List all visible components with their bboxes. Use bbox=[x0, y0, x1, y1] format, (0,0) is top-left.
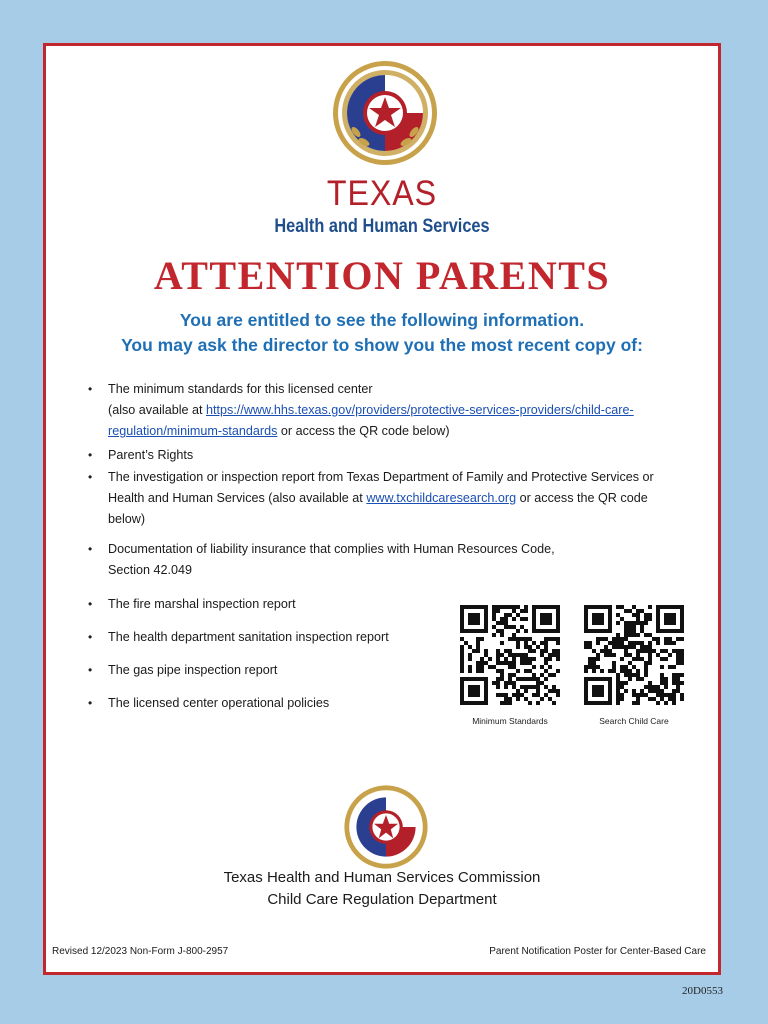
list-item-text: The investigation or inspection report from Texas Department of Family and Protective Services or bbox=[108, 470, 654, 484]
bullet-icon: • bbox=[88, 470, 93, 484]
list-item-text: regulation/minimum-standards or access the QR code below) bbox=[108, 424, 450, 438]
brand-hhs: Health and Human Services bbox=[274, 216, 490, 237]
texas-hhs-seal-logo-small bbox=[342, 783, 430, 871]
bullet-icon: • bbox=[88, 663, 93, 677]
qr-label-minimum-standards: Minimum Standards bbox=[472, 716, 548, 726]
texas-hhs-seal-logo bbox=[330, 58, 440, 168]
list-item-text: Health and Human Services (also available at www.txchildcaresearch.org or access the QR code bbox=[108, 491, 648, 505]
list-item: The gas pipe inspection report bbox=[108, 663, 278, 677]
revision-note: Revised 12/2023 Non-Form J-800-2957 bbox=[52, 946, 229, 957]
list-item-text: below) bbox=[108, 512, 146, 526]
bullet-icon: • bbox=[88, 448, 93, 462]
list-item bbox=[108, 539, 555, 581]
notice-poster bbox=[43, 43, 721, 975]
list-item-text: (also available at https://www.hhs.texas.gov/providers/protective-services-providers/child-care- bbox=[108, 403, 634, 417]
minimum-standards-qr-code[interactable] bbox=[456, 605, 564, 705]
bullet-icon: • bbox=[88, 542, 93, 556]
list-item-text: The minimum standards for this licensed center bbox=[108, 382, 373, 396]
org-name: Texas Health and Human Services Commission bbox=[223, 869, 541, 886]
minimum-standards-link[interactable]: https://www.hhs.texas.gov/providers/protective-services-providers/child-care- bbox=[206, 403, 634, 417]
search-child-care-qr-code[interactable] bbox=[580, 605, 688, 705]
subtitle-line-2: You may ask the director to show you the most recent copy of: bbox=[121, 335, 643, 355]
poster-type-note: Parent Notification Poster for Center-Based Care bbox=[489, 946, 706, 957]
list-item: The licensed center operational policies bbox=[108, 696, 330, 710]
bullet-icon: • bbox=[88, 696, 93, 710]
list-item: Parent’s Rights bbox=[108, 448, 194, 462]
txchildcaresearch-link[interactable]: www.txchildcaresearch.org bbox=[366, 491, 517, 505]
qr-label-search-child-care: Search Child Care bbox=[599, 716, 669, 726]
list-item bbox=[108, 467, 654, 530]
document-code: 20D0553 bbox=[682, 985, 723, 997]
list-item bbox=[108, 379, 634, 442]
list-item-text: Section 42.049 bbox=[108, 563, 193, 577]
list-item-text: Documentation of liability insurance that complies with Human Resources Code, bbox=[108, 542, 555, 556]
page-title: ATTENTION PARENTS bbox=[153, 253, 611, 298]
minimum-standards-link-cont[interactable]: regulation/minimum-standards bbox=[108, 424, 278, 438]
subtitle-line-1: You are entitled to see the following information. bbox=[179, 310, 585, 330]
list-item: The health department sanitation inspection report bbox=[108, 630, 389, 644]
brand-texas: TEXAS bbox=[326, 174, 438, 213]
bullet-icon: • bbox=[88, 597, 93, 611]
list-item: The fire marshal inspection report bbox=[108, 597, 296, 611]
bullet-icon: • bbox=[88, 630, 93, 644]
bullet-icon: • bbox=[88, 382, 93, 396]
department-name: Child Care Regulation Department bbox=[267, 891, 497, 908]
